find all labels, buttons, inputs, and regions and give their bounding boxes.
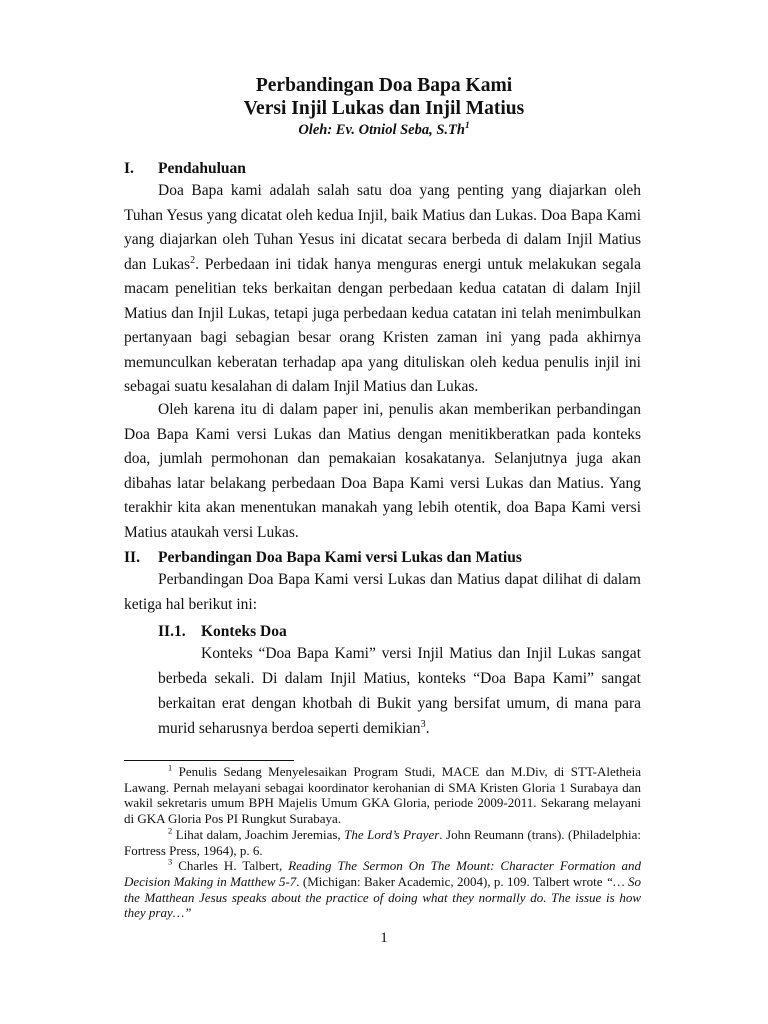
section-2-number: II. — [124, 549, 140, 566]
section-1-paragraph-1 — [124, 179, 641, 400]
footnote-3-citation: . (Michigan: Baker Academic, 2004), p. 109. Talbert wrote — [296, 873, 606, 889]
footnote-2-text: Lihat dalam, Joachim Jeremias, — [172, 826, 345, 842]
section-1-title: Pendahuluan — [158, 160, 246, 177]
subsection-2-1-number: II.1. — [158, 623, 186, 640]
title-block — [0, 74, 768, 139]
paragraph-text: Doa Bapa kami adalah salah satu doa yang penting yang diajarkan oleh Tuhan Yesus yang dicatat oleh kedua Injil, baik Matius dan Lukas. Doa Bapa Kami yang diajarkan oleh Tuhan Yesus ini dicatat secara berbeda di dalam Injil Matius dan Lukas — [124, 182, 641, 273]
subsection-2-1-title: Konteks Doa — [201, 623, 287, 640]
footnote-marker-2[interactable]: 2 — [190, 254, 196, 266]
section-2-paragraph-1: Perbandingan Doa Bapa Kami versi Lukas dan Matius dapat dilihat di dalam ketiga hal berikut ini: — [124, 571, 641, 613]
footnote-2-book-title: The Lord’s Prayer — [344, 826, 440, 842]
footnote-3 — [124, 858, 641, 921]
section-2-title: Perbandingan Doa Bapa Kami versi Lukas dan Matius — [158, 549, 522, 566]
footnote-3-number: 3 — [168, 856, 173, 867]
footnote-2-number: 2 — [168, 825, 173, 836]
footnote-2-citation: . John Reumann (trans). (Philadelphia: Fortress Press, 1964), p. 6. — [124, 826, 641, 858]
section-1-paragraph-2: Oleh karena itu di dalam paper ini, penulis akan memberikan perbandingan Doa Bapa Kami versi Lukas dan Matius dengan menitikberatkan pada konteks doa, jumlah permohonan dan pemakaian kosakatanya. Selanjutnya juga akan dibahas latar belakang perbedaan Doa Bapa Kami versi Lukas dan Matius. Yang terakhir kita akan menentukan manakah yang lebih otentik, doa Bapa Kami versi Matius ataukah versi Lukas. — [124, 401, 641, 541]
section-1-number: I. — [124, 160, 134, 177]
paragraph-text-end: . — [425, 720, 430, 737]
author-byline — [0, 121, 768, 139]
subsection-2-1-paragraph — [158, 641, 641, 741]
footnote-3-book-title: Reading The Sermon On The Mount: Character Formation and Decision Making in Matthew 5-7 — [124, 858, 641, 889]
footnote-3-quote: “… So the Matthean Jesus speaks about the practice of doing what they normally do. The issue is how they pray…” — [124, 873, 641, 921]
paragraph-text-continued: . Perbedaan ini tidak hanya menguras energi untuk melakukan segala macam penelitian teks berkaitan dengan perbedaan kedua catatan di dalam Injil Matius dan Injil Lukas, tetapi juga perbedaan kedua catatan ini telah menimbulkan pertanyaan bagi sebagian besar orang Kristen zaman ini yang pada akhirnya memunculkan keberatan terhadap apa yang dituliskan oleh kedua penulis injil ini sebagai suatu kesalahan di dalam Injil Matius dan Lukas. — [124, 255, 641, 395]
page-number: 1 — [380, 930, 388, 946]
footnote-3-text: Charles H. Talbert, — [172, 858, 289, 874]
document-title-line-2: Versi Injil Lukas dan Injil Matius — [243, 98, 525, 119]
footnote-marker-3[interactable]: 3 — [420, 718, 426, 730]
author-name: Oleh: Ev. Otniol Seba, S.Th — [298, 122, 465, 138]
document-title-line-1: Perbandingan Doa Bapa Kami — [255, 75, 513, 96]
footnote-2 — [124, 827, 641, 858]
footnote-1-number: 1 — [168, 762, 173, 773]
footnote-1 — [124, 764, 641, 827]
footnote-separator — [124, 760, 294, 761]
paragraph-text: Konteks “Doa Bapa Kami” versi Injil Matius dan Injil Lukas sangat berbeda sekali. Di dalam Injil Matius, konteks “Doa Bapa Kami” sangat berkaitan erat dengan khotbah di Bukit yang bersifat umum, di mana para murid seharusnya berdoa seperti demikian — [158, 645, 641, 737]
footnote-1-text: Penulis Sedang Menyelesaikan Program Studi, MACE dan M.Div, di STT-Aletheia Lawang. Pernah melayani sebagai koordinator kerohanian di SMA Kristen Gloria 1 Surabaya dan wakil sekretaris umum BPH Majelis Umum GKA Gloria, periode 2009-2011. Sekarang melayani di GKA Gloria Pos PI Rungkut Surabaya. — [124, 764, 641, 827]
footnotes — [124, 764, 641, 921]
footnote-marker-1[interactable]: 1 — [464, 121, 470, 132]
